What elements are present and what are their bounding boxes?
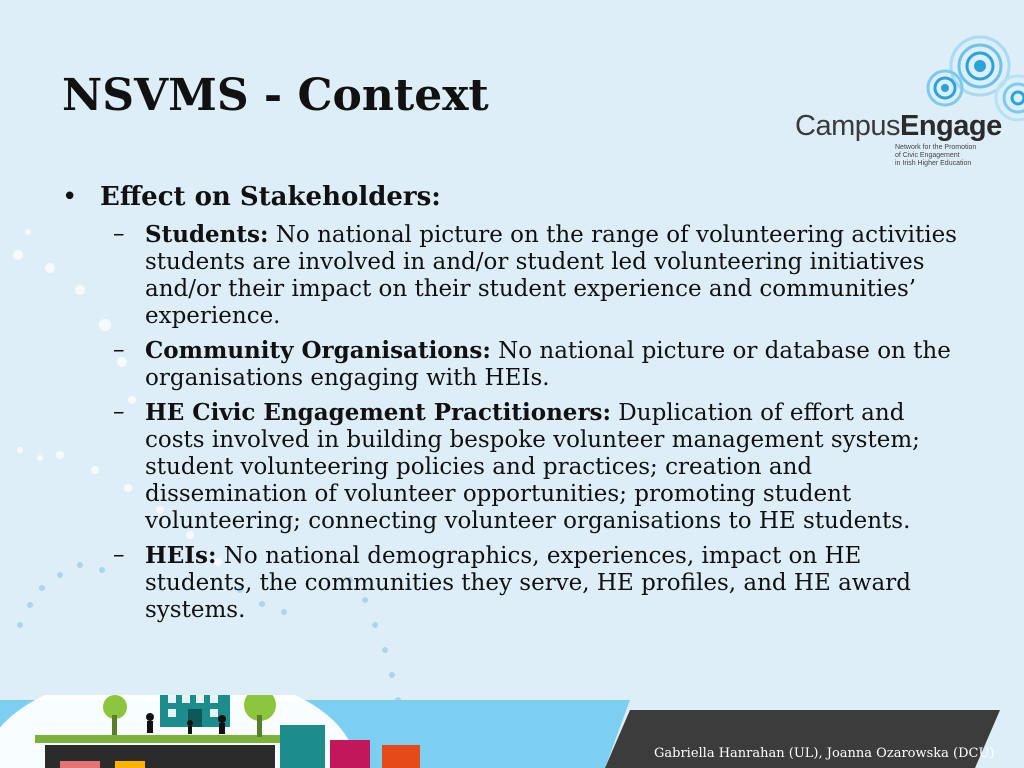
- bullet-heading: Effect on Stakeholders:: [100, 182, 441, 212]
- dash-marker: –: [113, 337, 125, 363]
- sub-bullet-text: Duplication of effort and costs involved in building bespoke volunteer management system; student volunteering policies and practices; creation and dissemination of volunteer opportunities; promoting student volunteering; connecting volunteer organisations to HE students.: [145, 400, 920, 534]
- sub-bullet-heis: [113, 542, 962, 624]
- sub-bullet-label: Community Organisations:: [145, 337, 491, 364]
- sub-bullet-text: No national demographics, experiences, impact on HE students, the communities they serve, HE profiles, and HE award systems.: [145, 543, 911, 623]
- slide-title: NSVMS - Context: [62, 70, 489, 121]
- dash-marker: –: [113, 542, 125, 568]
- sub-bullet-text: No national picture or database on the organisations engaging with HEIs.: [145, 338, 951, 391]
- dash-marker: –: [113, 399, 125, 425]
- logo-tagline: Network for the Promotion of Civic Engagement in Irish Higher Education: [895, 144, 977, 167]
- sub-bullet-label: HEIs:: [145, 542, 217, 569]
- sub-bullet-practitioners: [113, 399, 962, 535]
- dash-marker: –: [113, 221, 125, 247]
- sub-bullet-label: Students:: [145, 221, 269, 248]
- main-bullet: [62, 180, 962, 214]
- sub-bullet-text: No national picture on the range of volunteering activities students are involved in and/or student led volunteering initiatives and/or their impact on their student experience and communities’ experience.: [145, 222, 957, 329]
- sub-bullet-community-organisations: [113, 337, 962, 392]
- sub-bullet-students: [113, 221, 962, 330]
- sub-bullet-label: HE Civic Engagement Practitioners:: [145, 399, 611, 426]
- logo-wordmark: CampusEngage: [795, 110, 1002, 142]
- slide-content: [62, 180, 962, 624]
- bullet-marker: •: [62, 182, 78, 212]
- footer-credit: Gabriella Hanrahan (UL), Joanna Ozarowska (DCU): [654, 746, 995, 761]
